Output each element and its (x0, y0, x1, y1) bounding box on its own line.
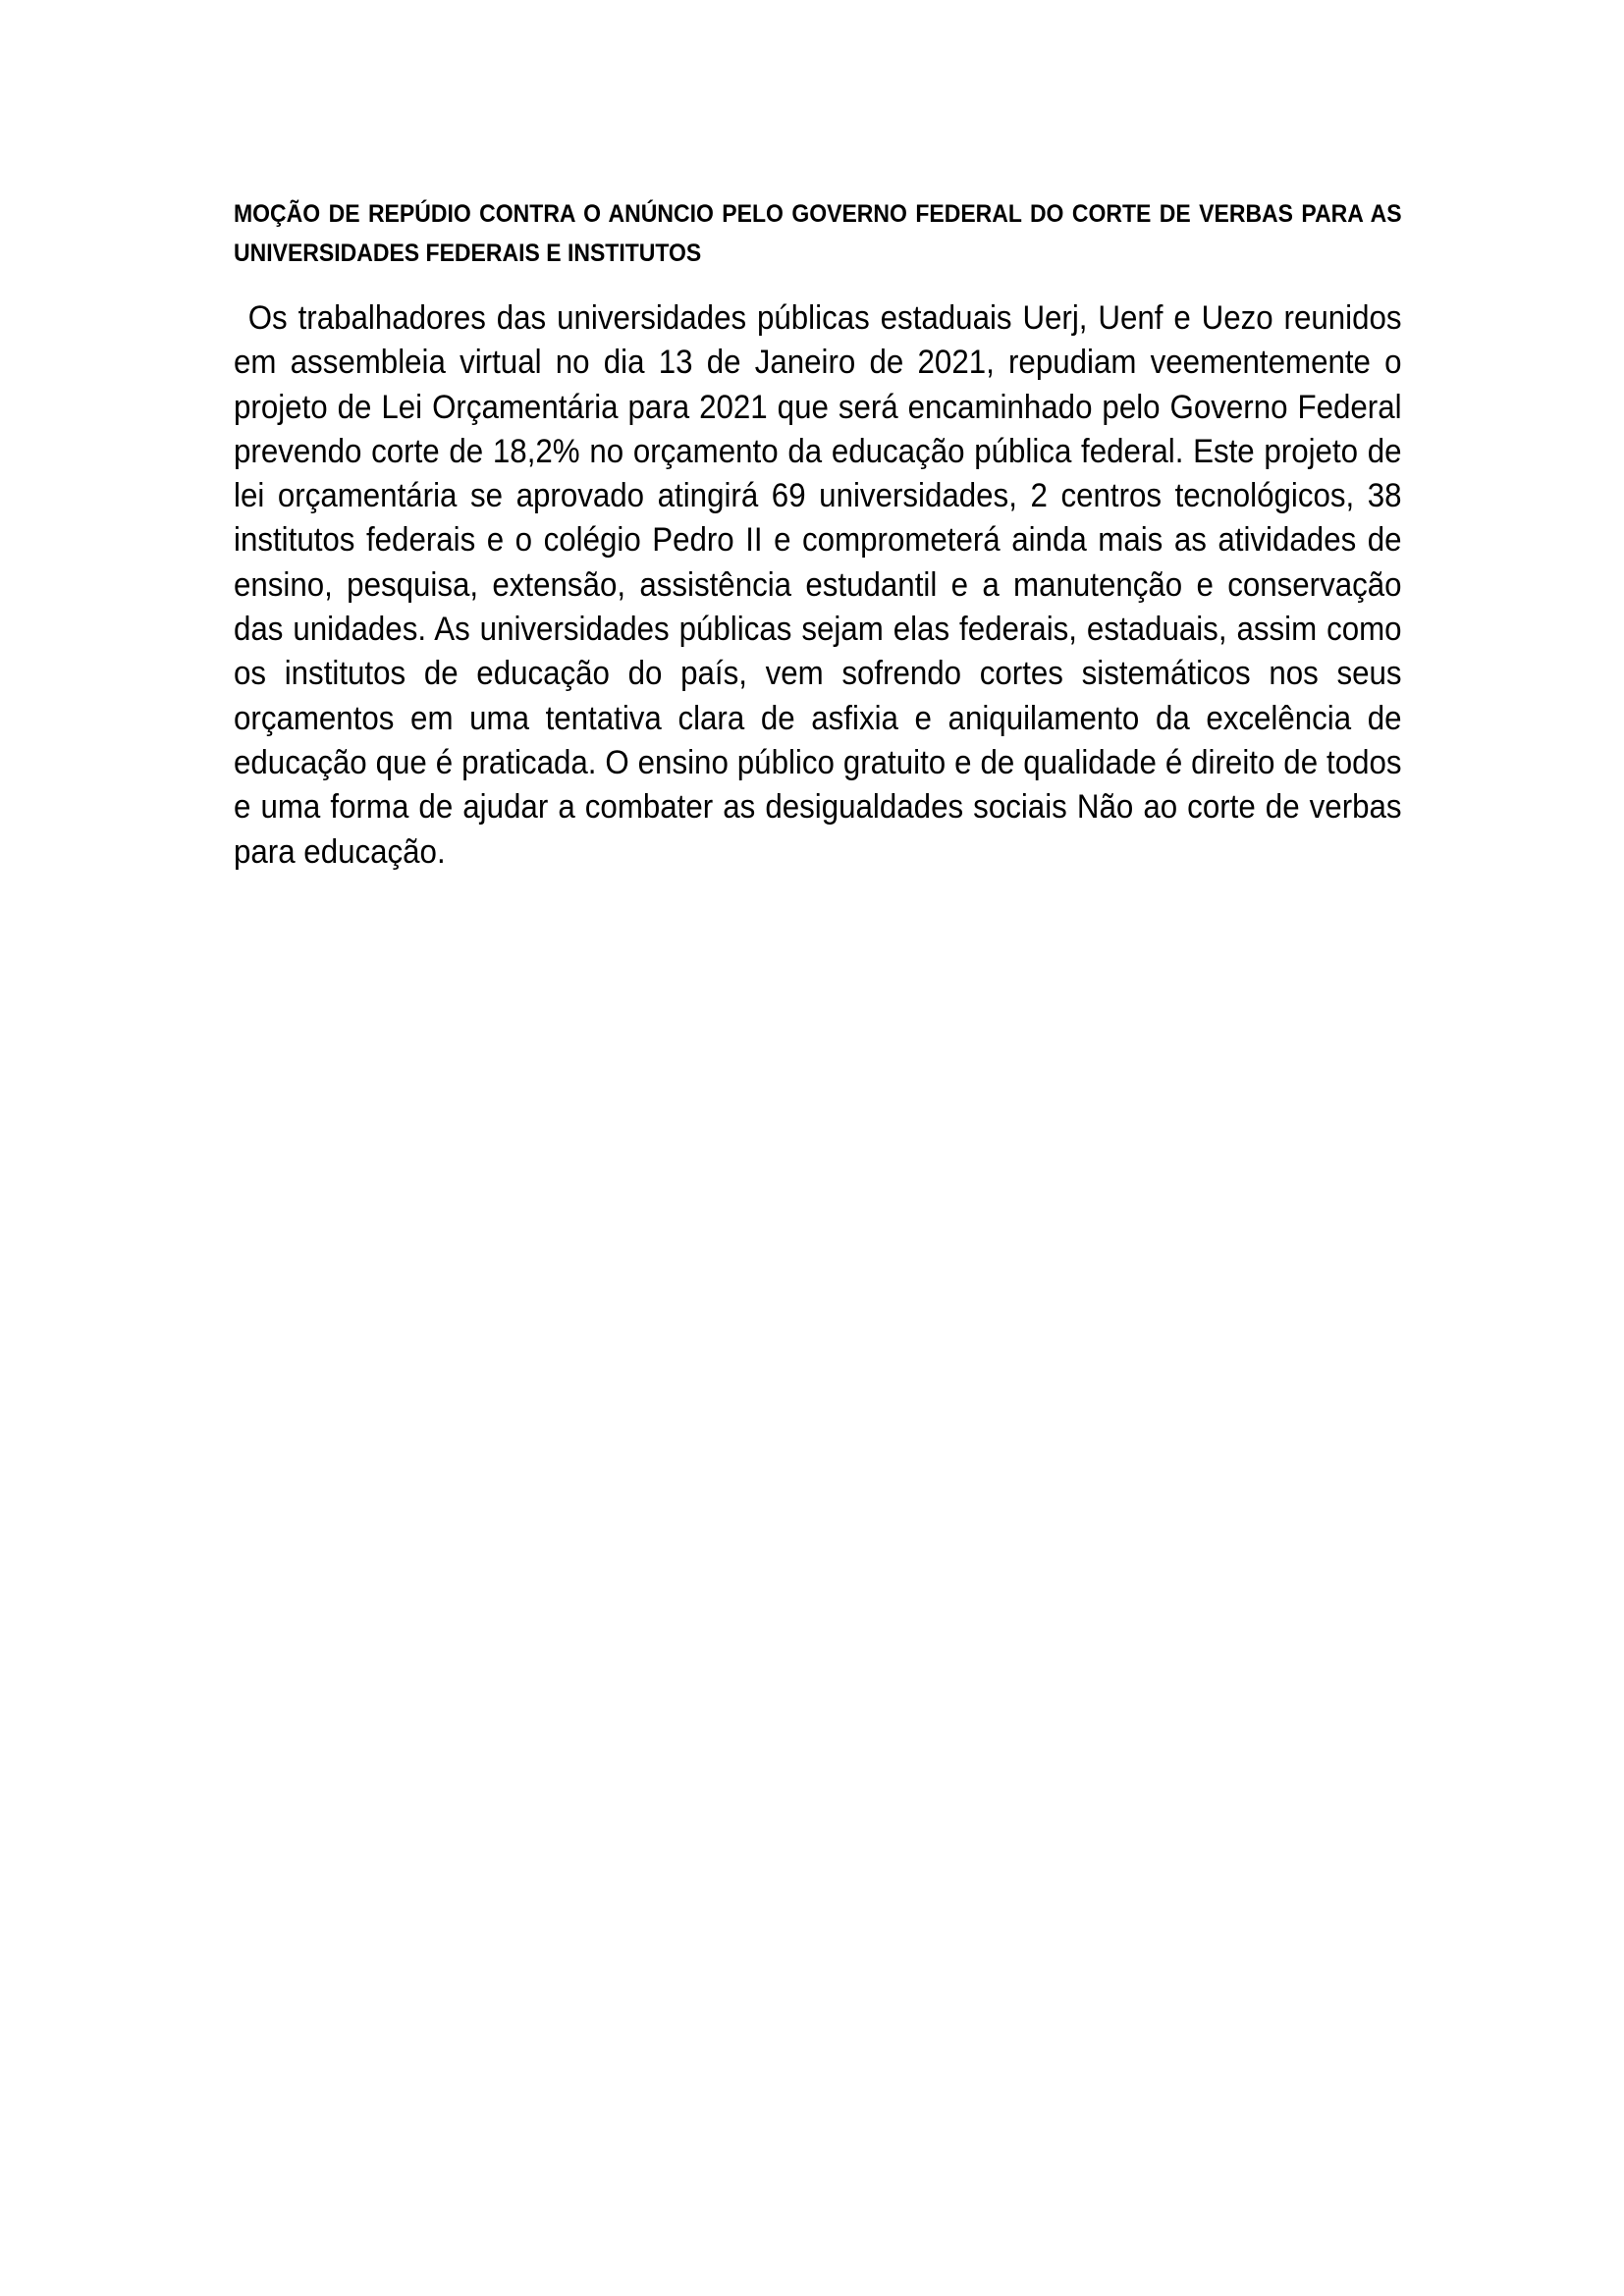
document-title: MOÇÃO DE REPÚDIO CONTRA O ANÚNCIO PELO GOVERNO FEDERAL DO CORTE DE VERBAS PARA AS UNIVERSIDADES FEDERAIS E INSTITUTOS (234, 200, 1402, 267)
document-body-paragraph: Os trabalhadores das universidades públicas estaduais Uerj, Uenf e Uezo reunidos em assembleia virtual no dia 13 de Janeiro de 2021, repudiam veementemente o projeto de Lei Orçamentária para 2021 que será encaminhado pelo Governo Federal prevendo corte de 18,2% no orçamento da educação pública federal. Este projeto de lei orçamentária se aprovado atingirá 69 universidades, 2 centros tecnológicos, 38 institutos federais e o colégio Pedro II e comprometerá ainda mais as atividades de ensino, pesquisa, extensão, assistência estudantil e a manutenção e conservação das unidades. As universidades públicas sejam elas federais, estaduais, assim como os institutos de educação do país, vem sofrendo cortes sistemáticos nos seus orçamentos em uma tentativa clara de asfixia e aniquilamento da excelência de educação que é praticada. O ensino público gratuito e de qualidade é direito de todos e uma forma de ajudar a combater as desigualdades sociais Não ao corte de verbas para educação. (234, 299, 1402, 871)
